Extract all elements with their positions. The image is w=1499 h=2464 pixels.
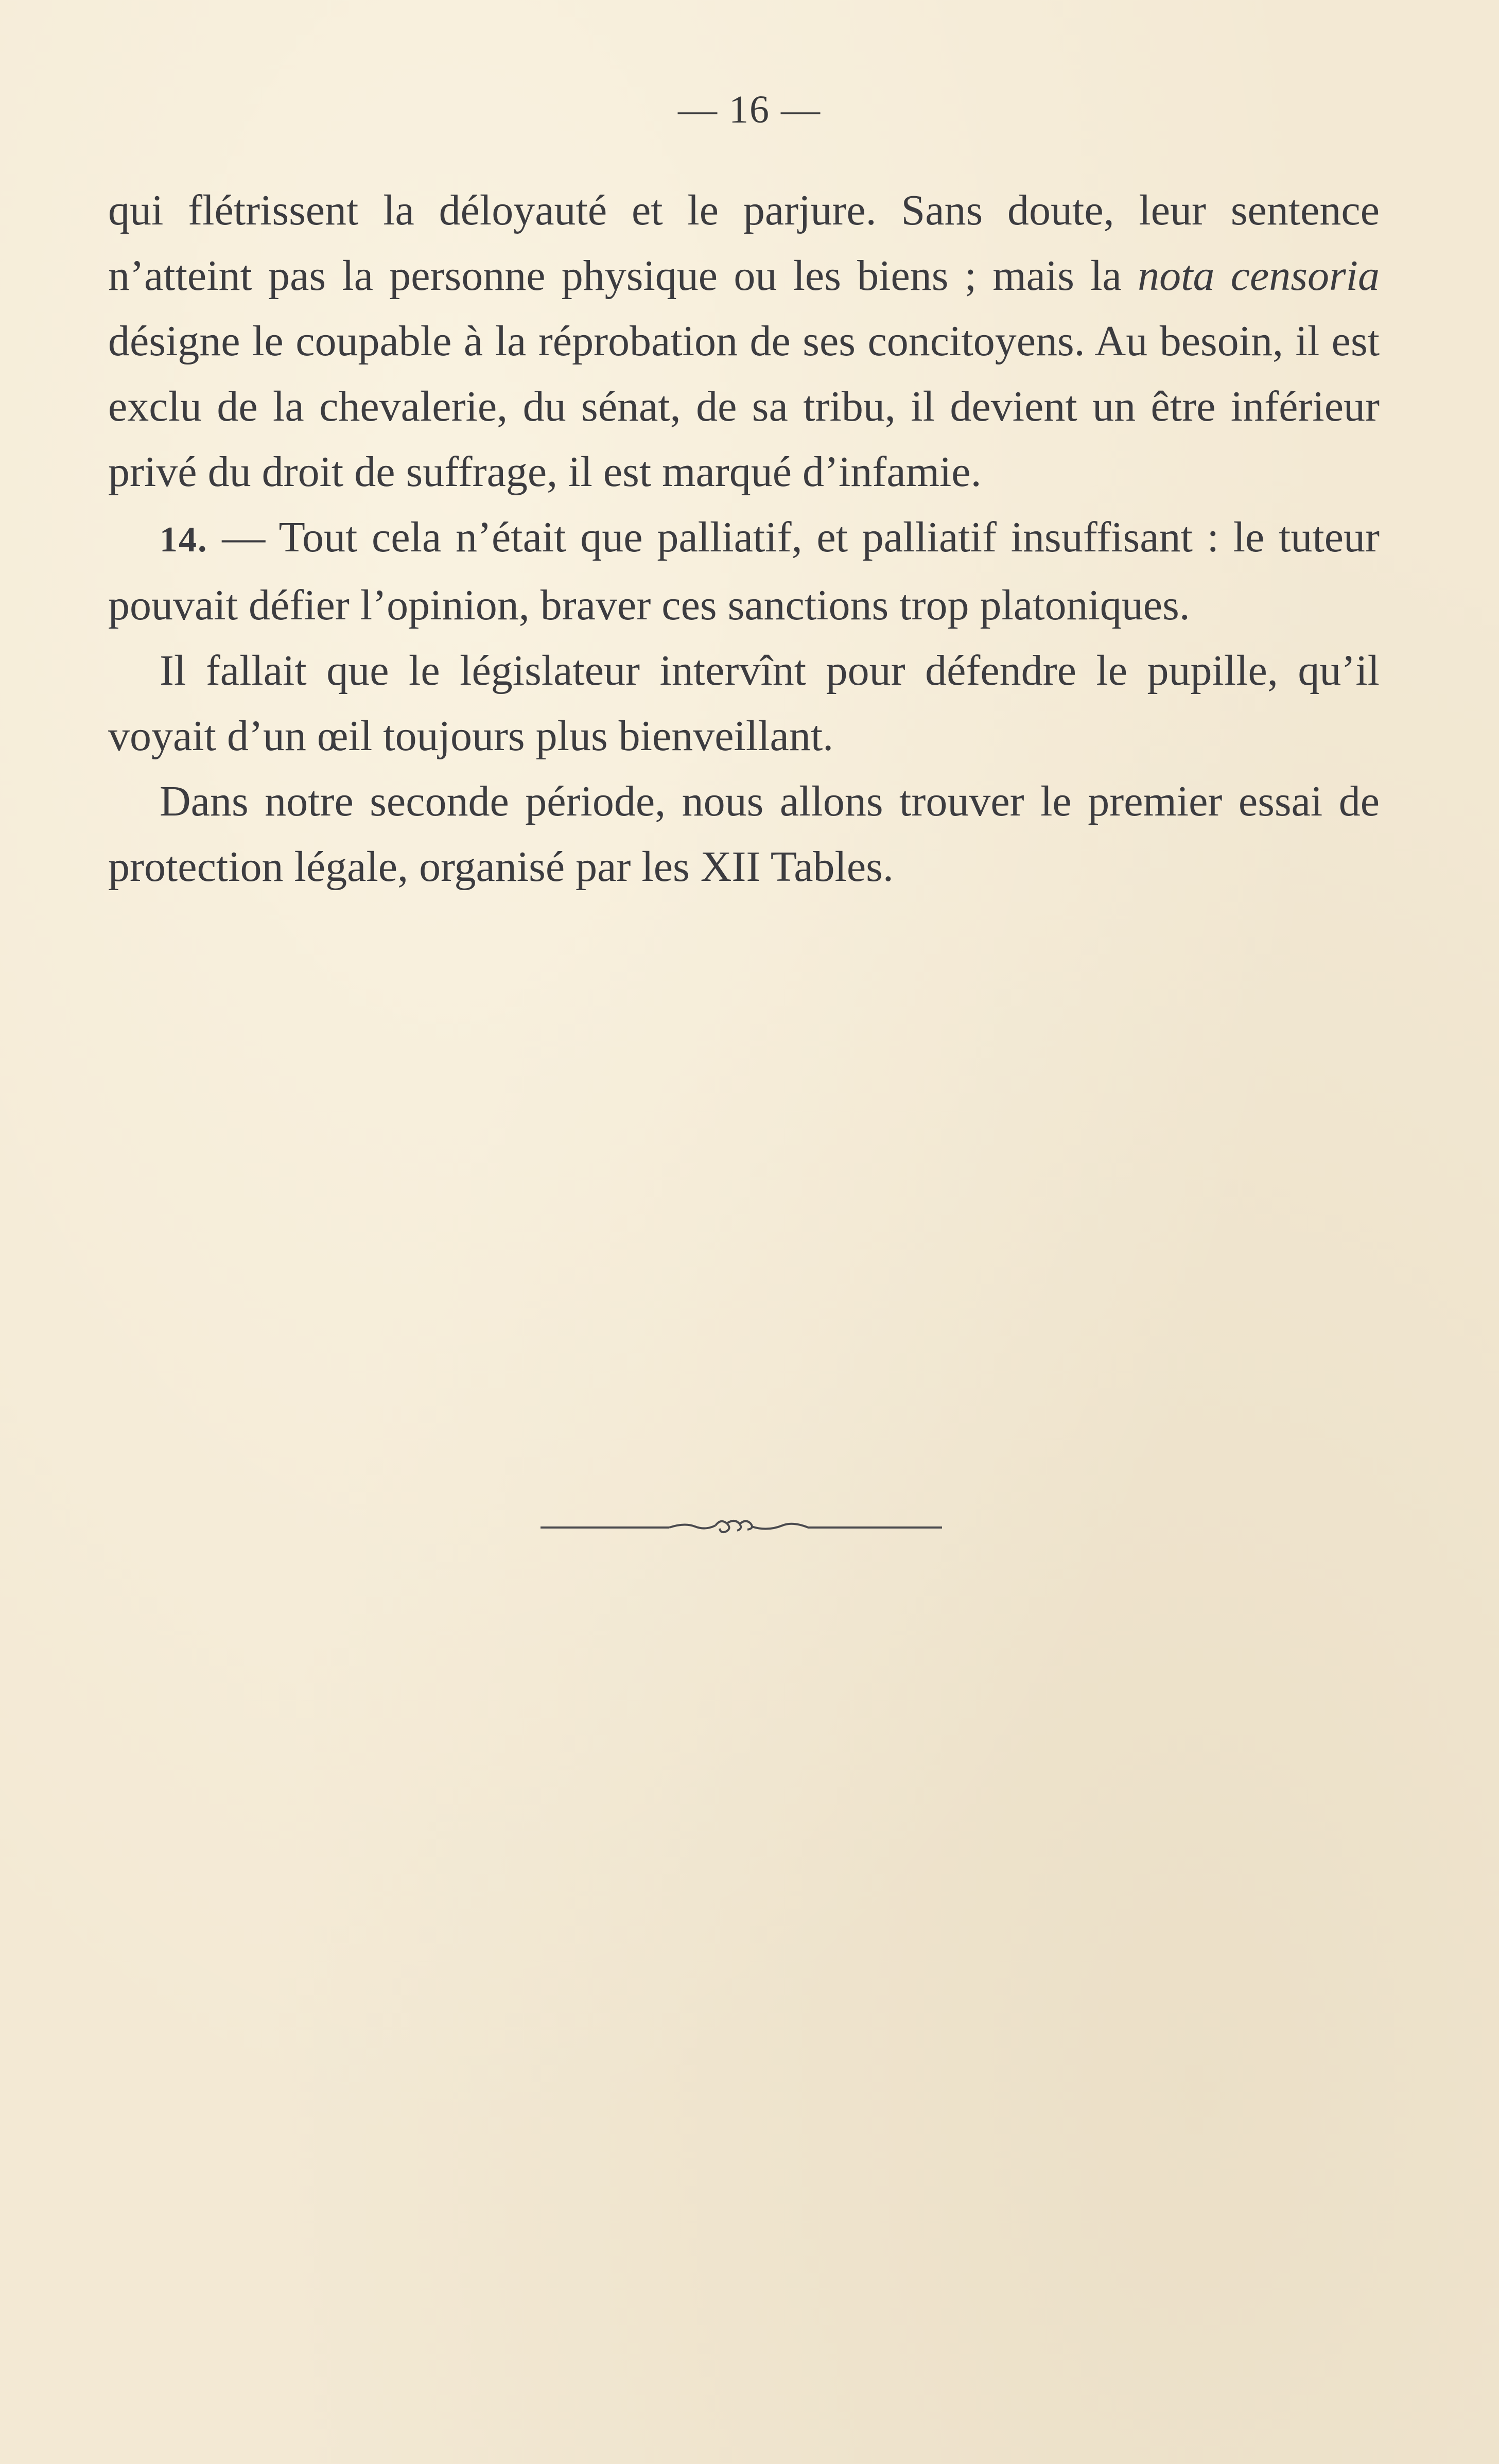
page-number: — 16 —: [678, 88, 821, 131]
paragraph-3-text: Il fallait que le législateur intervînt pour défendre le pupille, qu’il voyait d’un œil toujours plus bienveillant.: [108, 647, 1380, 760]
end-ornament-icon: [541, 1516, 942, 1537]
paragraph-1: [108, 178, 1380, 505]
paragraph-4: [108, 769, 1380, 899]
paragraph-1-italic-term: nota censoria: [1138, 252, 1380, 300]
paragraph-1-segment-1: qui flétrissent la déloyauté et le parjure. Sans doute, leur sentence n’atteint pas la personne physique ou les biens ; mais la: [108, 186, 1380, 300]
paragraph-2-text: — Tout cela n’était que palliatif, et palliatif insuffisant : le tuteur pouvait défier l’opinion, braver ces sanctions trop platoniques.: [108, 513, 1380, 629]
body-text: [108, 178, 1380, 899]
paragraph-4-text: Dans notre seconde période, nous allons trouver le premier essai de protection légale, organisé par les XII Tables.: [108, 777, 1380, 891]
section-number: 14.: [160, 520, 208, 560]
paragraph-1-segment-3: désigne le coupable à la réprobation de ses concitoyens. Au besoin, il est exclu de la chevalerie, du sénat, de sa tribu, il devient un être inférieur privé du droit de suffrage, il est marqué d’infamie.: [108, 317, 1380, 496]
paragraph-3: [108, 638, 1380, 769]
paragraph-2: [108, 505, 1380, 638]
